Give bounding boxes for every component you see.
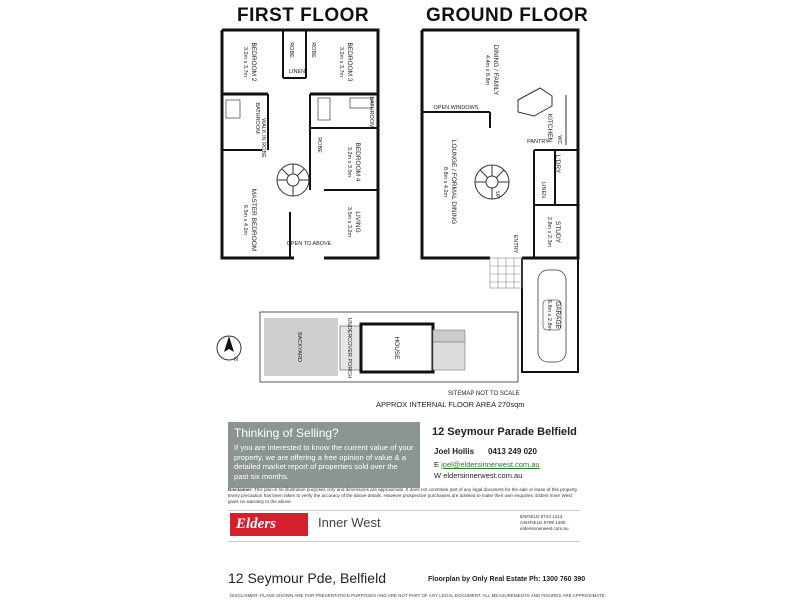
logo-text: Elders — [236, 516, 277, 532]
living-dim: 3.5m x 3.2m — [346, 206, 352, 238]
bathroom1-label: BATHROOM — [254, 102, 260, 134]
lounge-label: LOUNGE / FORMAL DINING — [450, 139, 457, 225]
floor-area: APPROX INTERNAL FLOOR AREA 270sqm — [376, 400, 525, 409]
bedroom4-dim: 3.2m x 3.0m — [346, 146, 352, 178]
bedroom4-label: BEDROOM 4 — [354, 142, 361, 182]
robe2-label: ROBE — [310, 42, 316, 58]
promo-body: If you are interested to know the current value of your property, we are offering a free opinion of value & a detailed market report of properties sold over the past six months. — [234, 443, 414, 481]
house-label: HOUSE — [393, 336, 400, 360]
garage-label: GARAGE — [554, 301, 561, 329]
office-contacts — [520, 514, 569, 532]
email-prefix: E — [434, 460, 440, 469]
garage-dim: 6.8m x 2.8m — [546, 299, 552, 331]
bottom-address: 12 Seymour Pde, Belfield — [228, 570, 386, 586]
walk-in-robe-label: WALK IN ROBE — [260, 118, 266, 158]
bedroom2-dim: 3.2m x 3.7m — [242, 46, 248, 78]
kitchen-label: KITCHEN — [546, 113, 553, 143]
listing-address: 12 Seymour Parade Belfield — [432, 426, 577, 438]
robe3-label: ROBE — [316, 137, 322, 153]
pantry-label: PANTRY — [527, 139, 549, 145]
open-windows-label: OPEN WINDOWS — [433, 105, 479, 111]
bedroom2-label: BEDROOM 2 — [250, 42, 257, 82]
bedroom3-label: BEDROOM 3 — [346, 42, 353, 82]
agent-phone: 0413 249 020 — [488, 447, 537, 456]
bathroom2-label: BATHROOM — [368, 96, 374, 128]
email-link[interactable]: joel@eldersinnerwest.com.au — [441, 460, 540, 469]
study-label: STUDY — [554, 220, 561, 244]
office-line-1: ENFIELD 9744 1212 — [520, 514, 563, 519]
lounge-dim: 8.8m x 4.2m — [442, 166, 448, 198]
stairs-up-label: UP — [494, 191, 500, 199]
elders-logo — [230, 513, 308, 536]
dining-family-dim: 4.4m x 8.8m — [484, 54, 490, 86]
linen-label: LINEN — [288, 69, 306, 75]
web-link[interactable]: eldersinnerwest.com.au — [443, 471, 523, 480]
study-dim: 2.8m x 2.3m — [546, 216, 552, 248]
robe1-label: ROBE — [288, 42, 294, 58]
promo-title: Thinking of Selling? — [234, 426, 339, 440]
first-floor-title: FIRST FLOOR — [237, 5, 370, 26]
laundry-label: L'DRY — [554, 154, 561, 174]
disclaimer-label: Disclaimer: — [228, 487, 253, 492]
disclaimer — [228, 487, 580, 505]
sitemap-note: SITEMAP NOT TO SCALE — [448, 391, 520, 397]
open-to-above-label: OPEN TO ABOVE — [286, 241, 332, 247]
master-bedroom-dim: 6.5m x 4.2m — [242, 204, 248, 236]
dining-family-label: DINING / FAMILY — [492, 44, 499, 96]
promo-box — [228, 422, 420, 488]
web-prefix: W — [434, 471, 442, 480]
disclaimer-text: This plan is for illustrative purposes only and dimensions are approximate. It does not constitute part of any legal document for the sale or lease of this property. Every precaution has been taken to verify the accuracy of the above details. However prospective purchasers are advised to make their own enquiries. Elders Inner West gives no warranty to the above. — [228, 487, 578, 504]
agent-info — [434, 447, 537, 456]
office-name: Inner West — [318, 515, 381, 530]
living-label: LIVING — [354, 211, 361, 233]
floorplan-credit: Floorplan by Only Real Estate Ph: 1300 760 390 — [428, 576, 586, 583]
office-line-3: eldersinnerwest.com.au — [520, 526, 569, 531]
backyard-label: BACKYARD — [296, 332, 302, 362]
north-label: N — [234, 357, 238, 363]
contact-info — [434, 459, 540, 481]
ground-floor-title: GROUND FLOOR — [426, 5, 589, 26]
bedroom3-dim: 3.2m x 3.7m — [338, 46, 344, 78]
master-bedroom-label: MASTER BEDROOM — [250, 188, 257, 252]
agent-name: Joel Hollis — [434, 447, 475, 456]
porch-label: UNDERCOVER PORCH — [346, 317, 352, 379]
entry-label: ENTRY — [512, 234, 518, 254]
wc-label: WC — [556, 135, 562, 145]
office-line-2: ASHFIELD 9799 1400 — [520, 520, 566, 525]
linen-ground-label: LINEN — [540, 181, 546, 199]
footer-disclaimer: DISCLAIMER: PLANS SHOWN ARE FOR PRESENTATION PURPOSES AND ARE NOT PART OF ANY LEGAL DOCUMENT. ALL MEASUREMENTS AND FIGURES ARE APPROXIMATE. — [230, 593, 607, 598]
